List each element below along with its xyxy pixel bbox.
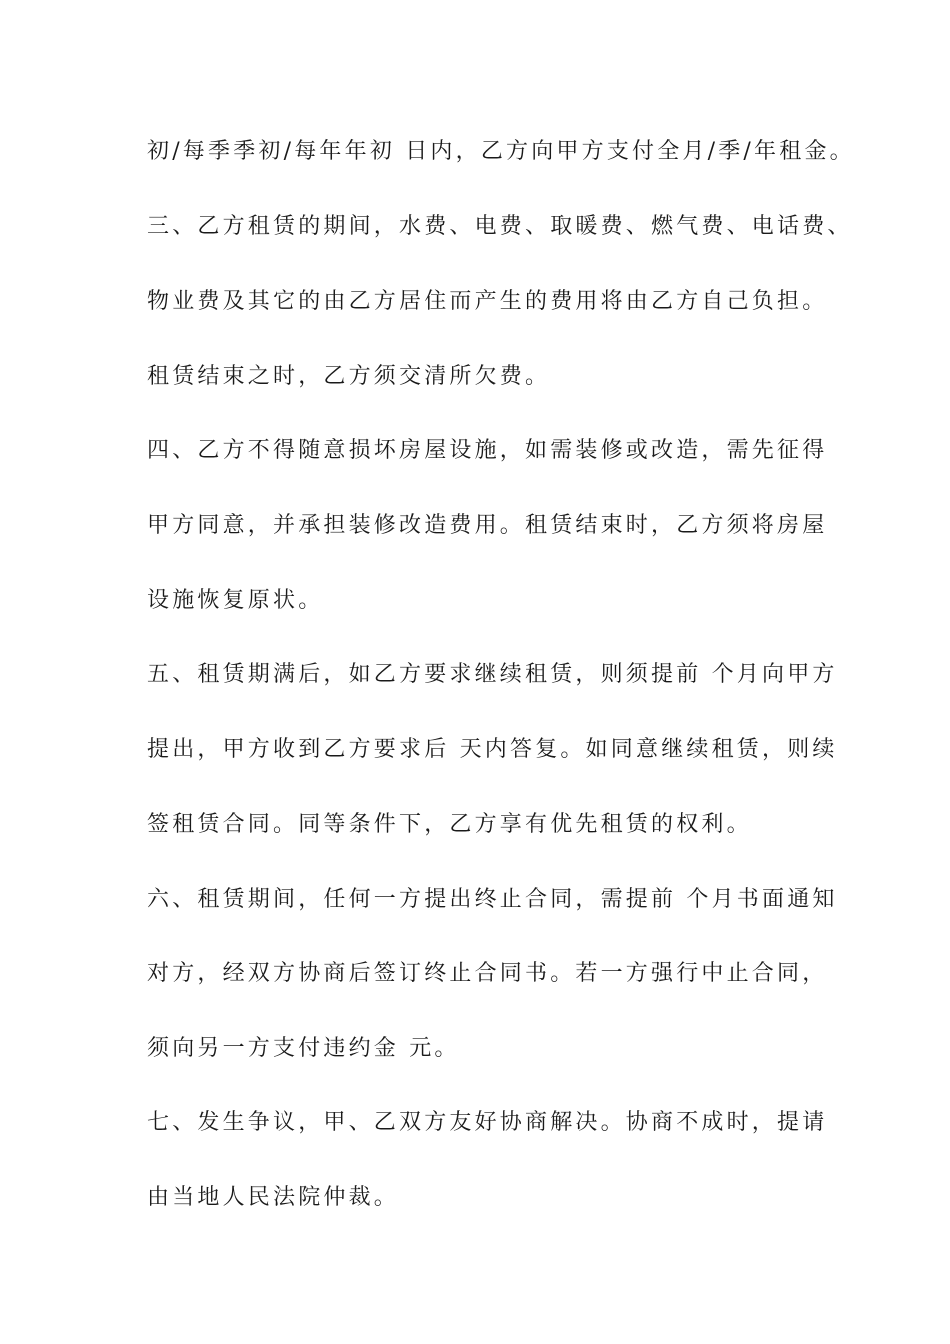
clause-5-line: 五、租赁期满后，如乙方要求继续租赁，则须提前 个月向甲方 bbox=[147, 662, 838, 687]
text-line: 对方，经双方协商后签订终止合同书。若一方强行中止合同， bbox=[147, 961, 828, 986]
clause-7-line: 七、发生争议，甲、乙双方友好协商解决。协商不成时，提请 bbox=[147, 1110, 828, 1135]
text-line: 提出，甲方收到乙方要求后 天内答复。如同意继续租赁，则续 bbox=[147, 737, 838, 762]
text-line: 签租赁合同。同等条件下，乙方享有优先租赁的权利。 bbox=[147, 812, 752, 837]
clause-6-line: 六、租赁期间，任何一方提出终止合同，需提前 个月书面通知 bbox=[147, 887, 838, 912]
text-line: 初/每季季初/每年年初 日内，乙方向甲方支付全月/季/年租金。 bbox=[147, 139, 855, 164]
text-line: 设施恢复原状。 bbox=[147, 588, 324, 613]
text-line: 甲方同意，并承担装修改造费用。租赁结束时，乙方须将房屋 bbox=[147, 513, 828, 538]
text-line: 由当地人民法院仲裁。 bbox=[147, 1185, 400, 1210]
text-line: 物业费及其它的由乙方居住而产生的费用将由乙方自己负担。 bbox=[147, 289, 828, 314]
text-line: 租赁结束之时，乙方须交清所欠费。 bbox=[147, 364, 551, 389]
clause-4-line: 四、乙方不得随意损坏房屋设施，如需装修或改造，需先征得 bbox=[147, 438, 828, 463]
text-line: 须向另一方支付违约金 元。 bbox=[147, 1036, 460, 1061]
clause-3-line: 三、乙方租赁的期间，水费、电费、取暖费、燃气费、电话费、 bbox=[147, 214, 853, 239]
